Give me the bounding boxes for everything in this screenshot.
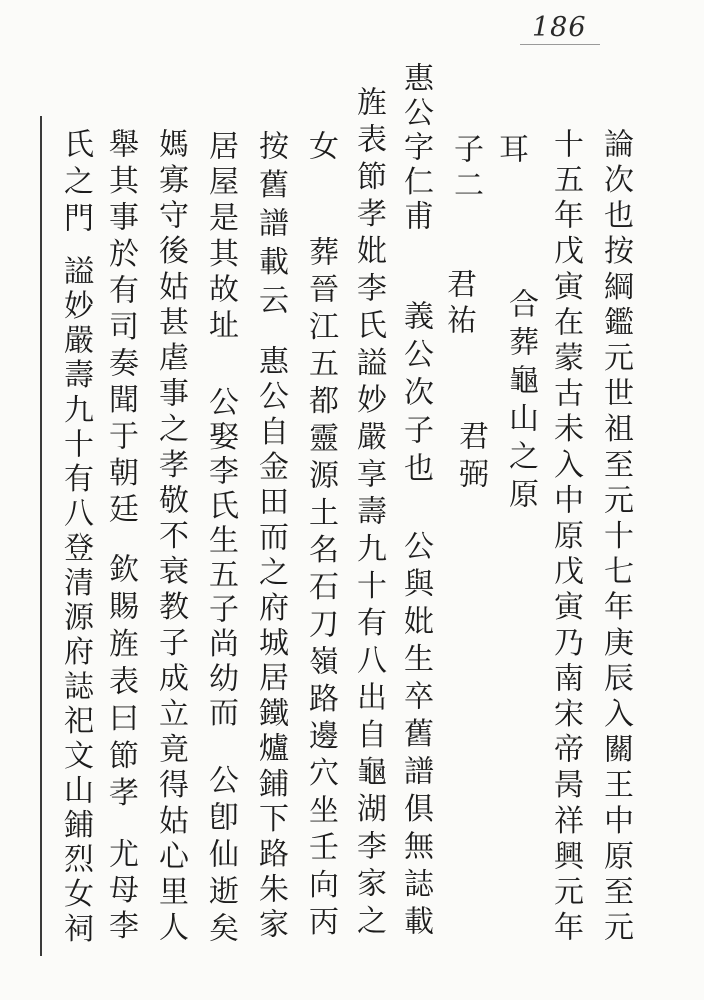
text-segment: 君弼 xyxy=(453,420,488,496)
binding-line xyxy=(40,116,42,956)
text-segment: 氏之門 xyxy=(58,128,93,239)
text-segment: 惠公自金田而之府城居鐵爐鋪下路朱家 xyxy=(253,345,288,944)
text-segment: 按舊譜載云 xyxy=(253,130,288,323)
text-segment: 旌表節孝妣李氏謚妙嚴享壽九十有八出自龜湖李家之 xyxy=(351,86,386,942)
text-segment: 公娶李氏生五子尚幼而 xyxy=(203,386,238,731)
text-column xyxy=(154,0,186,1000)
text-column xyxy=(399,0,431,1000)
text-segment: 惠公字仁甫 xyxy=(398,62,433,235)
text-column xyxy=(204,0,236,1000)
text-segment: 居屋是其故址 xyxy=(203,130,238,345)
text-segment: 公與妣生卒舊譜俱無誌載 xyxy=(398,530,433,943)
text-segment: 謚妙嚴壽九十有八登清源府誌祀文山鋪烈女祠 xyxy=(58,255,93,947)
text-column xyxy=(254,0,286,1000)
text-segment: 子二 xyxy=(448,133,483,205)
text-segment: 公卽仙逝矣 xyxy=(203,764,238,949)
text-segment: 舉其事於有司奏聞于朝廷 xyxy=(103,128,138,530)
text-segment: 尤母李 xyxy=(103,838,138,946)
text-segment: 葬晉江五都靈源土名石刀嶺路邊穴坐壬向丙 xyxy=(303,236,338,943)
text-segment: 女 xyxy=(303,130,338,160)
text-segment: 合葬龜山之原 xyxy=(503,288,538,516)
text-column xyxy=(493,0,538,1000)
text-column xyxy=(352,0,384,1000)
text-column xyxy=(104,0,136,1000)
text-segment: 君祐 xyxy=(441,268,476,340)
text-segment: 欽賜旌表曰節孝 xyxy=(103,553,138,815)
text-segment: 媽寡守後姑甚虐事之孝敬不衰教子成立竟得姑心里人 xyxy=(153,128,188,947)
text-segment: 義公次子也 xyxy=(398,300,433,490)
text-column xyxy=(599,0,631,1000)
text-column xyxy=(549,0,581,1000)
page-number: 186 xyxy=(532,12,587,43)
text-column xyxy=(304,0,336,1000)
text-segment: 耳 xyxy=(493,133,528,163)
text-column xyxy=(59,0,91,1000)
text-column xyxy=(441,0,488,1000)
text-segment: 論次也按綱鑑元世祖至元十七年庚辰入關王中原至元 xyxy=(598,128,633,947)
text-segment: 十五年戊寅在蒙古未入中原戊寅乃南宋帝昺祥興元年 xyxy=(548,128,583,947)
